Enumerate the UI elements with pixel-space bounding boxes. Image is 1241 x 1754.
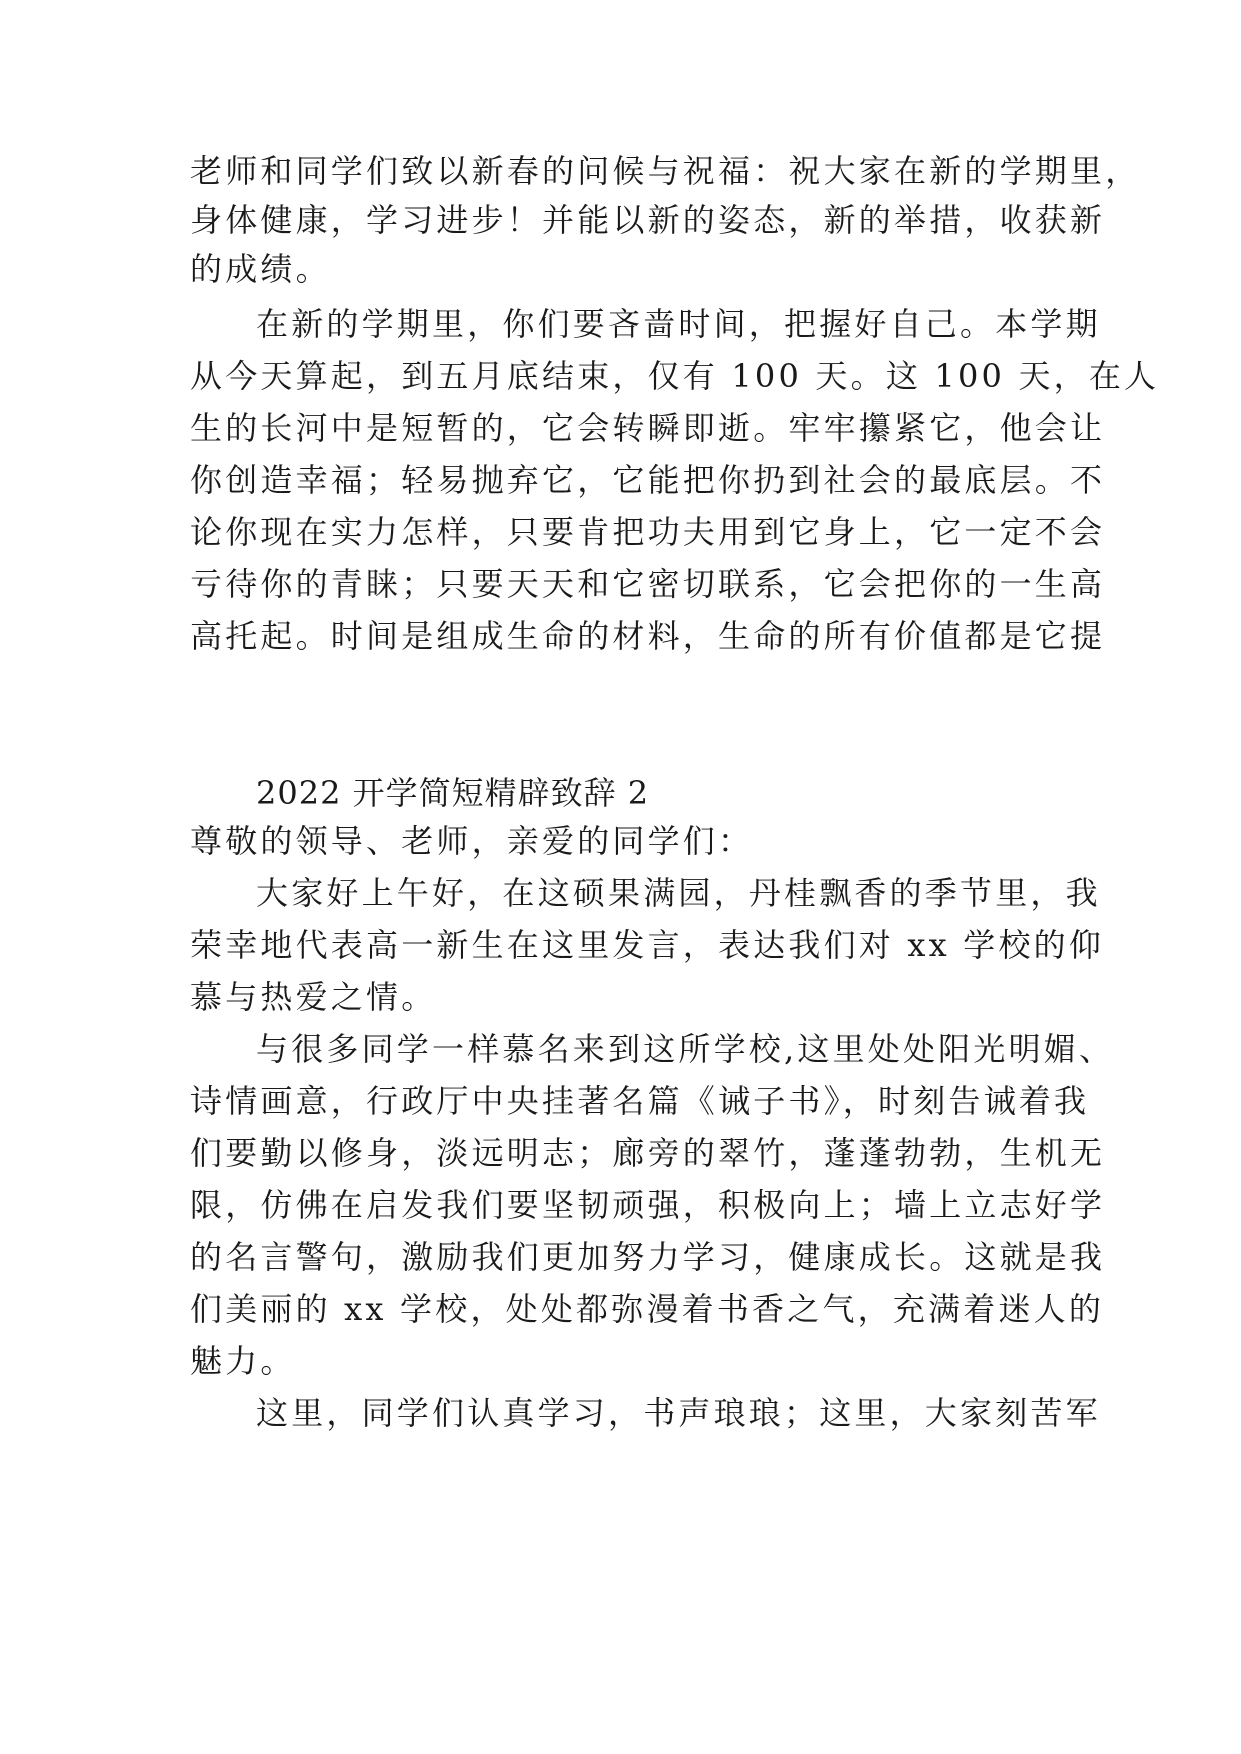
text-line: 的名言警句，激励我们更加努力学习，健康成长。这就是我 xyxy=(190,1238,1106,1276)
text-line: 论你现在实力怎样，只要肯把功夫用到它身上，它一定不会 xyxy=(190,513,1106,551)
text-line: 与很多同学一样慕名来到这所学校,这里处处阳光明媚、 xyxy=(256,1030,1115,1068)
text-line: 们要勤以修身，淡远明志；廊旁的翠竹，蓬蓬勃勃，生机无 xyxy=(190,1134,1106,1172)
text-line: 限，仿佛在启发我们要坚韧顽强，积极向上；墙上立志好学 xyxy=(190,1186,1106,1224)
text-line: 荣幸地代表高一新生在这里发言，表达我们对 xx 学校的仰 xyxy=(190,926,1105,964)
text-line: 亏待你的青睐；只要天天和它密切联系，它会把你的一生高 xyxy=(190,565,1106,603)
text-line: 魅力。 xyxy=(190,1342,296,1380)
text-line: 这里，同学们认真学习，书声琅琅；这里，大家刻苦军 xyxy=(256,1394,1101,1432)
text-line: 大家好上午好，在这硕果满园，丹桂飘香的季节里，我 xyxy=(256,874,1101,912)
section-title: 2022 开学简短精辟致辞 2 xyxy=(256,774,650,812)
text-line: 慕与热爱之情。 xyxy=(190,978,437,1016)
text-line: 身体健康，学习进步！并能以新的姿态，新的举措，收获新 xyxy=(190,201,1106,239)
text-line: 在新的学期里，你们要吝啬时间，把握好自己。本学期 xyxy=(256,305,1101,343)
text-line: 老师和同学们致以新春的问候与祝福：祝大家在新的学期里， xyxy=(190,152,1141,190)
text-line: 高托起。时间是组成生命的材料，生命的所有价值都是它提 xyxy=(190,617,1106,655)
text-line: 诗情画意，行政厅中央挂著名篇《诫子书》，时刻告诫着我 xyxy=(190,1082,1090,1120)
text-line: 们美丽的 xx 学校，处处都弥漫着书香之气，充满着迷人的 xyxy=(190,1290,1105,1328)
text-line: 你创造幸福；轻易抛弃它，它能把你扔到社会的最底层。不 xyxy=(190,461,1106,499)
text-line: 的成绩。 xyxy=(190,250,331,288)
text-line: 从今天算起，到五月底结束，仅有 100 天。这 100 天，在人 xyxy=(190,357,1160,395)
text-line: 尊敬的领导、老师，亲爱的同学们： xyxy=(190,822,754,860)
text-line: 生的长河中是短暂的，它会转瞬即逝。牢牢攥紧它，他会让 xyxy=(190,409,1106,447)
